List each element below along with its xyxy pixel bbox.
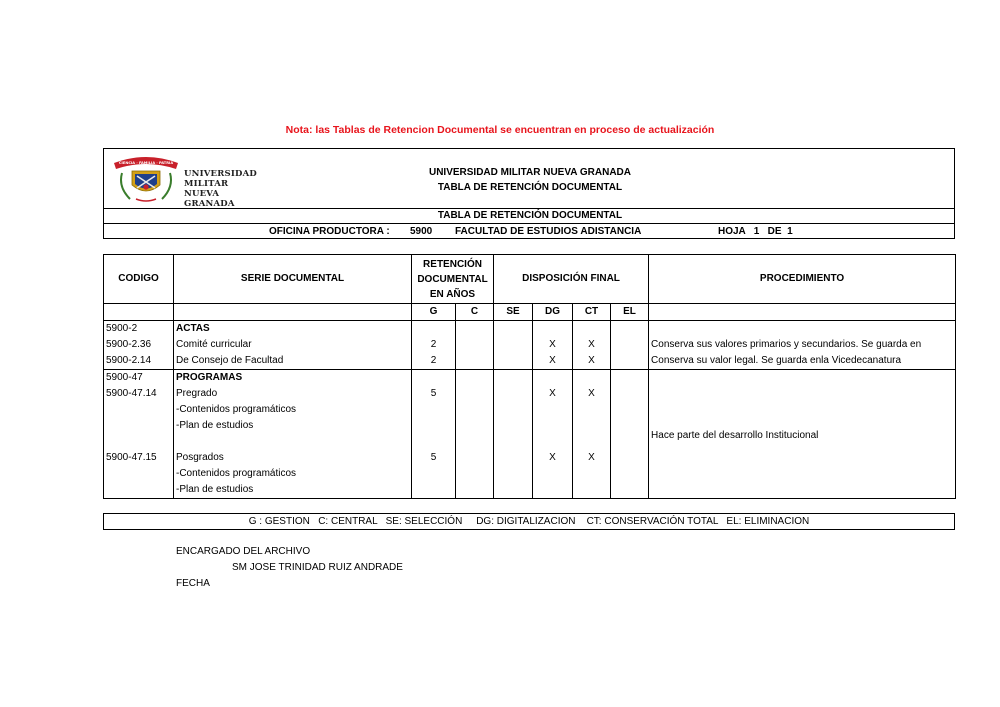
- row-c: [456, 337, 494, 353]
- row-code: 5900-2.14: [104, 353, 174, 370]
- row-c: [456, 450, 494, 466]
- row-code: 5900-47: [104, 370, 174, 387]
- row-ct: [573, 466, 611, 482]
- row-g: [412, 402, 456, 418]
- row-se: [494, 434, 533, 450]
- row-code: 5900-47.14: [104, 386, 174, 402]
- row-code: 5900-47.15: [104, 450, 174, 466]
- row-g: [412, 321, 456, 338]
- row-se: [494, 450, 533, 466]
- sub-header-el: EL: [611, 304, 649, 321]
- row-se: [494, 482, 533, 499]
- row-serie: Pregrado: [174, 386, 412, 402]
- row-g: [412, 434, 456, 450]
- row-c: [456, 353, 494, 370]
- row-serie: -Plan de estudios: [174, 418, 412, 434]
- row-el: [611, 466, 649, 482]
- row-c: [456, 402, 494, 418]
- row-code: [104, 434, 174, 450]
- header-subtitle: TABLA DE RETENCIÓN DOCUMENTAL: [437, 182, 623, 193]
- university-logo: [108, 151, 264, 209]
- row-procedimiento: [649, 321, 956, 338]
- row-c: [456, 386, 494, 402]
- table-row: [104, 386, 956, 402]
- row-serie: -Plan de estudios: [174, 482, 412, 499]
- row-dg: [533, 402, 573, 418]
- row-procedimiento: [649, 370, 956, 387]
- office-label: OFICINA PRODUCTORA :: [269, 226, 390, 237]
- sub-header-se: SE: [494, 304, 533, 321]
- row-serie: ACTAS: [174, 321, 412, 338]
- row-g: 2: [412, 337, 456, 353]
- row-c: [456, 321, 494, 338]
- row-code: 5900-2.36: [104, 337, 174, 353]
- retention-table: [103, 254, 956, 499]
- legend-box: G : GESTION C: CENTRAL SE: SELECCIÓN DG: DIGITALIZACION CT: CONSERVACIÓN TOTAL EL: ELIMINACION: [103, 513, 955, 530]
- row-el: [611, 434, 649, 450]
- row-g: [412, 482, 456, 499]
- row-c: [456, 482, 494, 499]
- row-el: [611, 482, 649, 499]
- col-header-retencion: [412, 255, 494, 304]
- row-code: [104, 466, 174, 482]
- row-serie: De Consejo de Facultad: [174, 353, 412, 370]
- col-header-procedimiento: PROCEDIMIENTO: [649, 255, 956, 304]
- table-row: [104, 370, 956, 387]
- retencion-line-1: RETENCIÓN: [423, 258, 482, 270]
- row-el: [611, 370, 649, 387]
- row-se: [494, 466, 533, 482]
- row-procedimiento: Conserva sus valores primarios y secundarios. Se guarda en: [649, 337, 956, 353]
- row-se: [494, 337, 533, 353]
- row-g: [412, 418, 456, 434]
- col-header-serie: SERIE DOCUMENTAL: [174, 255, 412, 304]
- row-el: [611, 418, 649, 434]
- sub-header-dg: DG: [533, 304, 573, 321]
- table-row: [104, 337, 956, 353]
- programas-procedimiento: Hace parte del desarrollo Institucional: [649, 386, 956, 499]
- row-serie: [174, 434, 412, 450]
- table-title: TABLA DE RETENCIÓN DOCUMENTAL: [437, 210, 623, 221]
- row-el: [611, 450, 649, 466]
- table-row: [104, 353, 956, 370]
- row-serie: Posgrados: [174, 450, 412, 466]
- row-el: [611, 353, 649, 370]
- row-dg: X: [533, 450, 573, 466]
- row-ct: [573, 402, 611, 418]
- row-ct: X: [573, 450, 611, 466]
- row-se: [494, 402, 533, 418]
- office-name: FACULTAD DE ESTUDIOS ADISTANCIA: [455, 226, 642, 237]
- row-serie: -Contenidos programáticos: [174, 402, 412, 418]
- row-dg: [533, 482, 573, 499]
- row-serie: PROGRAMAS: [174, 370, 412, 387]
- row-dg: X: [533, 353, 573, 370]
- row-dg: [533, 321, 573, 338]
- row-se: [494, 353, 533, 370]
- row-el: [611, 386, 649, 402]
- row-g: [412, 466, 456, 482]
- sub-header-ct: CT: [573, 304, 611, 321]
- sheet-number: HOJA 1 DE 1: [718, 226, 793, 237]
- logo-line-2: NUEVA GRANADA: [184, 189, 235, 209]
- row-el: [611, 402, 649, 418]
- row-c: [456, 434, 494, 450]
- row-ct: [573, 418, 611, 434]
- row-dg: [533, 418, 573, 434]
- row-ct: [573, 370, 611, 387]
- row-serie: -Contenidos programáticos: [174, 466, 412, 482]
- university-seal-icon: [108, 151, 184, 205]
- row-g: 5: [412, 450, 456, 466]
- date-label: FECHA: [176, 578, 210, 589]
- row-ct: X: [573, 353, 611, 370]
- signature-name: SM JOSE TRINIDAD RUIZ ANDRADE: [232, 562, 403, 573]
- row-ct: [573, 482, 611, 499]
- row-g: [412, 370, 456, 387]
- col-header-codigo: CODIGO: [104, 255, 174, 304]
- row-c: [456, 466, 494, 482]
- university-name: UNIVERSIDAD MILITAR NUEVA GRANADA: [428, 167, 632, 178]
- retencion-line-3: EN AÑOS: [429, 288, 476, 300]
- row-dg: X: [533, 386, 573, 402]
- row-ct: [573, 321, 611, 338]
- row-el: [611, 337, 649, 353]
- update-note: Nota: las Tablas de Retencion Documental se encuentran en proceso de actualización: [285, 124, 715, 136]
- row-procedimiento: Conserva su valor legal. Se guarda enla Vicedecanatura: [649, 353, 956, 370]
- row-dg: [533, 370, 573, 387]
- row-code: [104, 418, 174, 434]
- logo-banner-text: CIENCIA · FAMILIA · PATRIA: [118, 161, 174, 165]
- row-c: [456, 370, 494, 387]
- logo-line-1: UNIVERSIDAD MILITAR: [184, 169, 257, 189]
- row-dg: X: [533, 337, 573, 353]
- row-se: [494, 386, 533, 402]
- sub-header-g: G: [412, 304, 456, 321]
- row-code: [104, 482, 174, 499]
- table-row: [104, 321, 956, 338]
- row-el: [611, 321, 649, 338]
- row-se: [494, 418, 533, 434]
- row-dg: [533, 466, 573, 482]
- row-g: 2: [412, 353, 456, 370]
- sub-header-c: C: [456, 304, 494, 321]
- row-code: 5900-2: [104, 321, 174, 338]
- signature-label: ENCARGADO DEL ARCHIVO: [176, 546, 311, 557]
- row-c: [456, 418, 494, 434]
- row-se: [494, 370, 533, 387]
- row-serie: Comité curricular: [174, 337, 412, 353]
- document-header: [103, 148, 955, 239]
- row-g: 5: [412, 386, 456, 402]
- row-ct: X: [573, 386, 611, 402]
- col-header-disposicion: DISPOSICIÓN FINAL: [494, 255, 649, 304]
- row-ct: [573, 434, 611, 450]
- office-code: 5900: [410, 226, 433, 237]
- row-code: [104, 402, 174, 418]
- row-ct: X: [573, 337, 611, 353]
- retencion-line-2: DOCUMENTAL: [417, 273, 488, 285]
- row-dg: [533, 434, 573, 450]
- row-se: [494, 321, 533, 338]
